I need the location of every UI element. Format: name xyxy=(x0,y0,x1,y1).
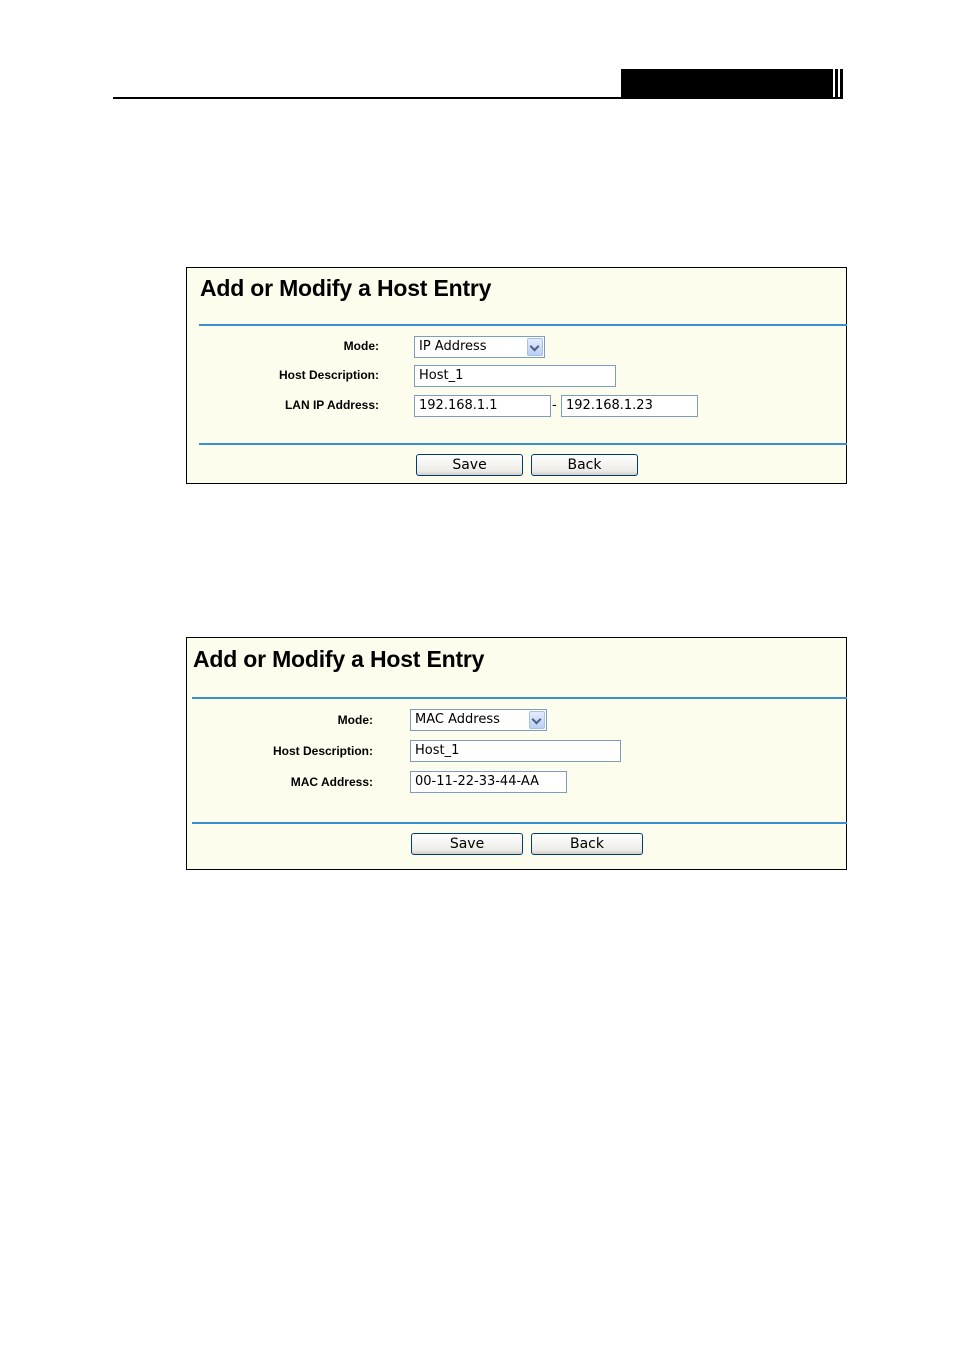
mode-select[interactable] xyxy=(414,336,545,358)
ip-range-separator: - xyxy=(552,398,557,413)
ip-start-input[interactable]: 192.168.1.1 xyxy=(414,395,551,417)
mac-address-label: MAC Address: xyxy=(290,775,373,789)
back-button[interactable]: Back xyxy=(531,833,643,855)
bottom-divider xyxy=(199,443,847,445)
host-description-input[interactable]: Host_1 xyxy=(410,740,621,762)
top-divider xyxy=(199,324,847,326)
bottom-divider xyxy=(192,822,847,824)
mode-label: Mode: xyxy=(337,713,373,727)
mode-select-value: MAC Address xyxy=(415,712,500,727)
host-entry-panel-ip xyxy=(186,267,847,484)
chevron-down-icon[interactable] xyxy=(529,711,545,729)
panel-title: Add or Modify a Host Entry xyxy=(193,646,485,672)
lan-ip-address-label: LAN IP Address: xyxy=(284,398,379,412)
header-bar xyxy=(835,69,838,98)
header-black-block xyxy=(621,69,833,98)
top-divider xyxy=(192,697,847,699)
host-description-input[interactable]: Host_1 xyxy=(414,365,616,387)
save-button[interactable]: Save xyxy=(411,833,523,855)
host-entry-panel-mac xyxy=(186,637,847,870)
mode-label: Mode: xyxy=(343,339,379,353)
mode-select[interactable] xyxy=(410,709,547,731)
back-button[interactable]: Back xyxy=(531,454,638,476)
ip-end-input[interactable]: 192.168.1.23 xyxy=(561,395,698,417)
host-description-label: Host Description: xyxy=(272,744,373,758)
header-rule xyxy=(113,97,843,99)
chevron-down-icon[interactable] xyxy=(527,338,543,356)
mode-select-value: IP Address xyxy=(419,339,487,354)
host-description-label: Host Description: xyxy=(278,368,379,382)
mac-address-input[interactable]: 00-11-22-33-44-AA xyxy=(410,771,567,793)
save-button[interactable]: Save xyxy=(416,454,523,476)
header-bar xyxy=(840,69,843,98)
panel-title: Add or Modify a Host Entry xyxy=(200,275,492,301)
